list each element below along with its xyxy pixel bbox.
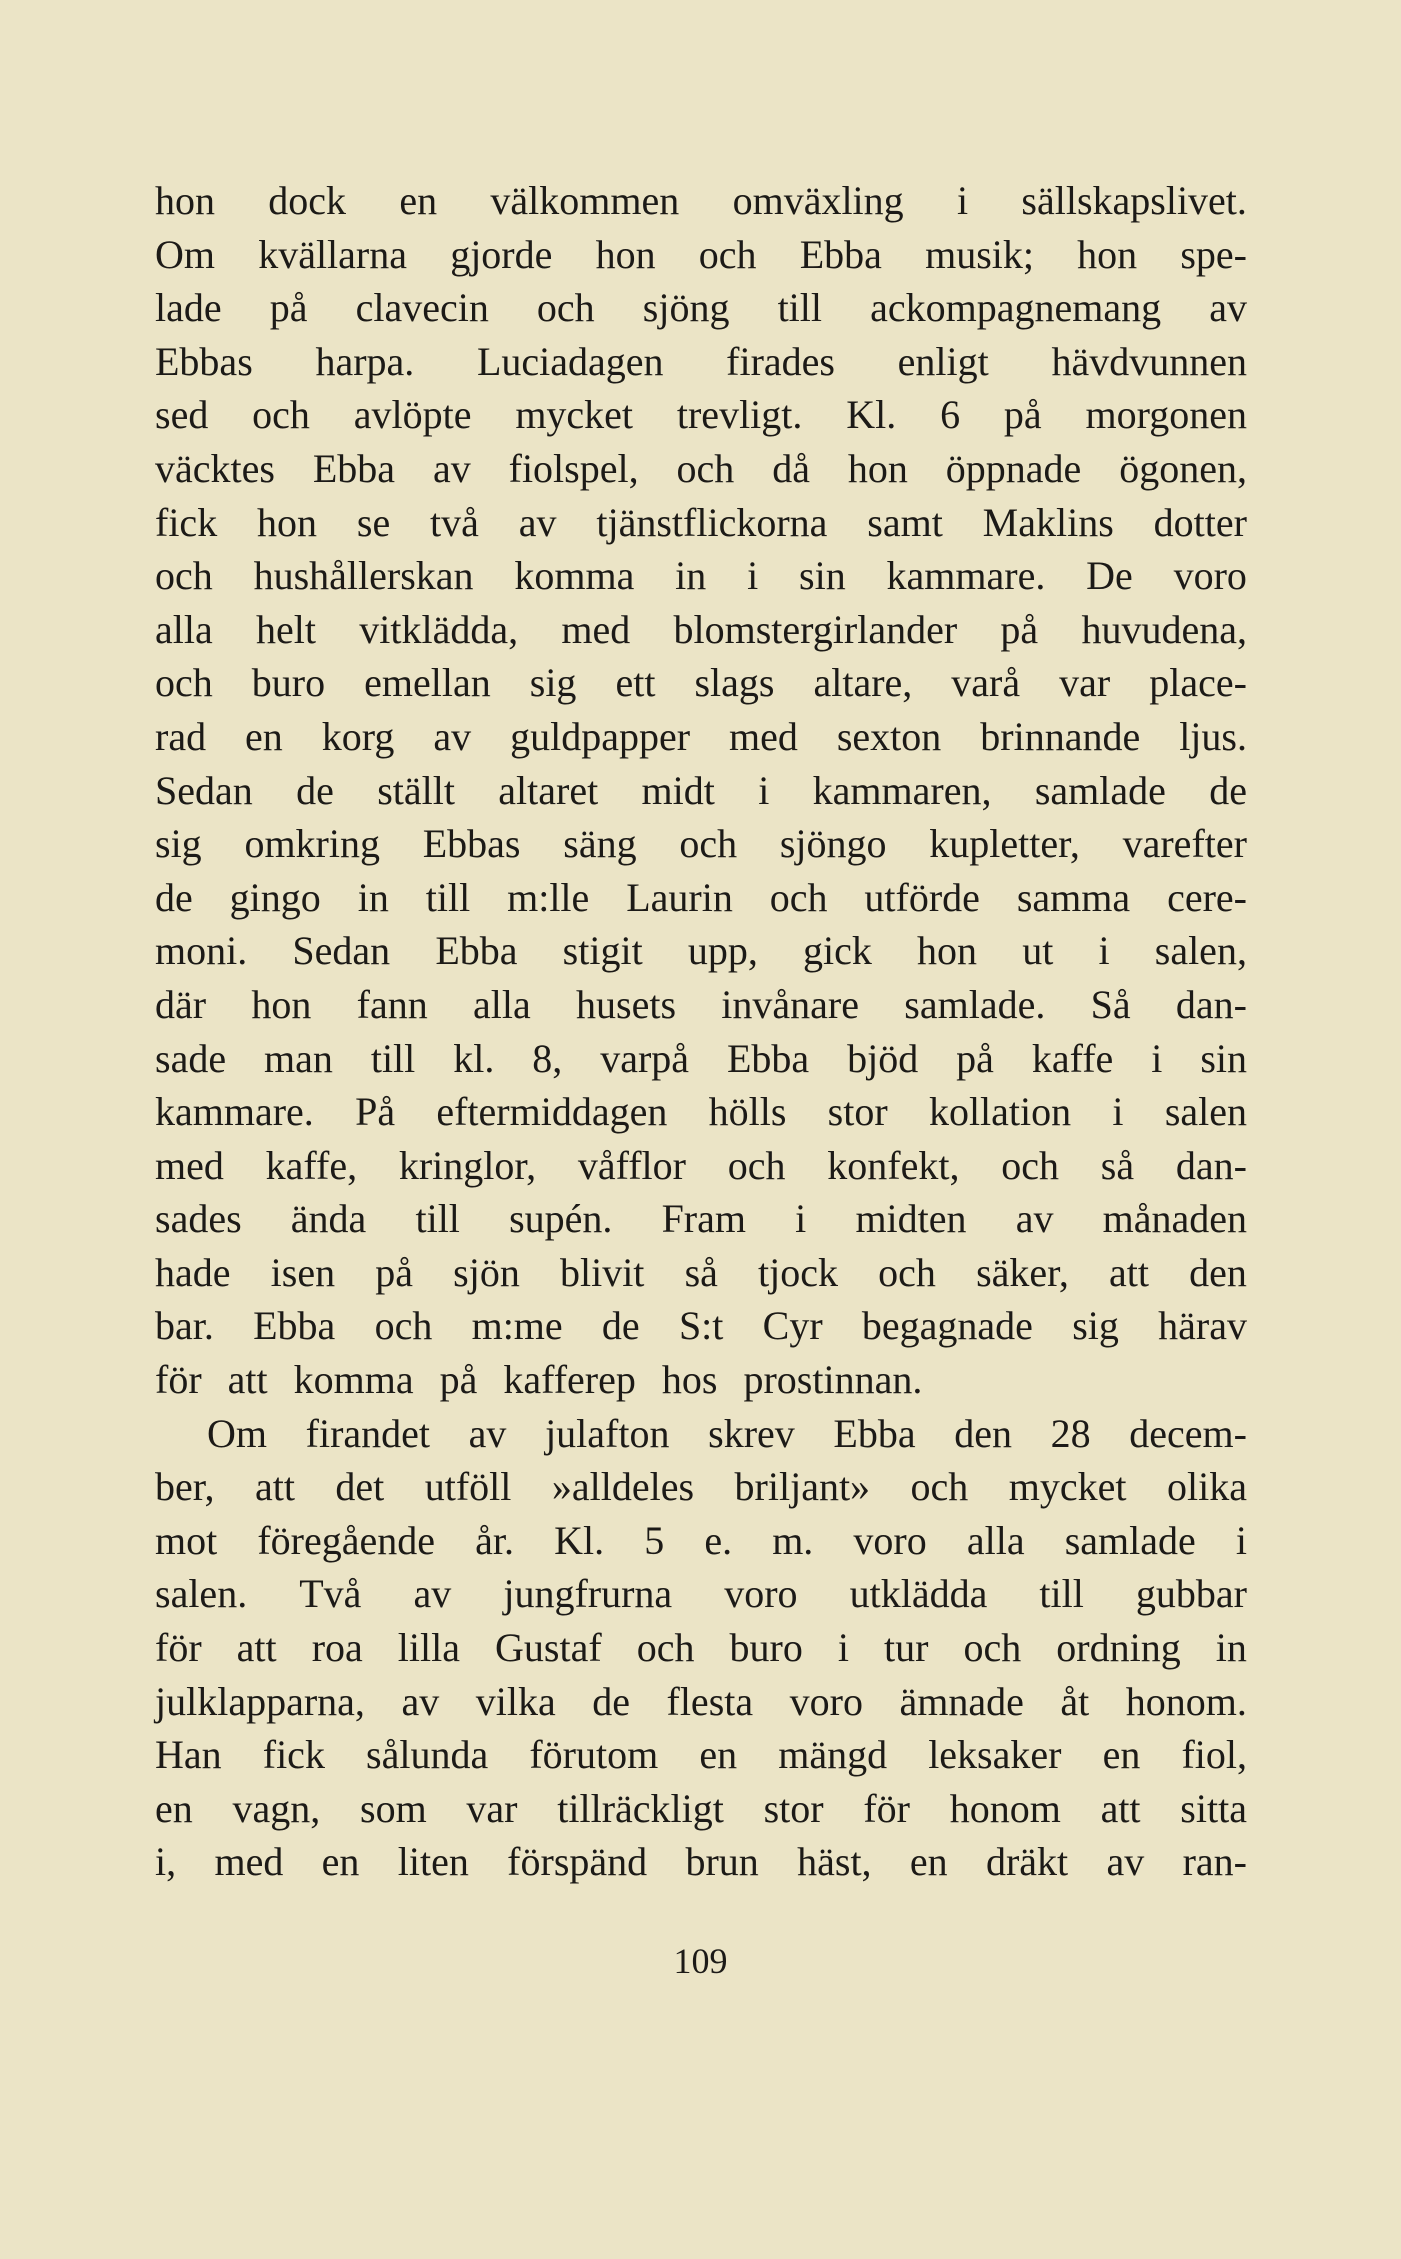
text-line: sades ända till supén. Fram i midten av månaden [155,1196,1247,1242]
text-line: rad en korg av guldpapper med sexton brinnande ljus. [155,713,1247,759]
text-line: med kaffe, kringlor, våfflor och konfekt, och så dan- [155,1142,1247,1188]
page-number: 109 [673,1941,728,1981]
text-line: mot föregående år. Kl. 5 e. m. voro alla samlade i [155,1517,1247,1563]
text-line: sed och avlöpte mycket trevligt. Kl. 6 på morgonen [155,392,1247,438]
text-line: Ebbas harpa. Luciadagen firades enligt hävdvunnen [155,338,1247,384]
text-line: Sedan de ställt altaret midt i kammaren, samlade de [155,767,1247,813]
text-line: bar. Ebba och m:me de S:t Cyr begagnade sig härav [155,1303,1247,1349]
text-line: för att roa lilla Gustaf och buro i tur och ordning in [155,1625,1247,1671]
text-line: i, med en liten förspänd brun häst, en dräkt av ran- [155,1839,1247,1885]
text-line: och buro emellan sig ett slags altare, varå var place- [155,660,1247,706]
body-text [155,174,1247,1889]
text-line: sade man till kl. 8, varpå Ebba bjöd på kaffe i sin [155,1035,1247,1081]
text-line: fick hon se två av tjänstflickorna samt Maklins dotter [155,499,1247,545]
text-line: alla helt vitklädda, med blomstergirlander på huvudena, [155,606,1247,652]
text-line: Han fick sålunda förutom en mängd leksaker en fiol, [155,1732,1247,1778]
text-line: väcktes Ebba av fiolspel, och då hon öppnade ögonen, [155,445,1247,491]
text-line: ber, att det utföll »alldeles briljant» och mycket olika [155,1464,1247,1510]
text-line: och hushållerskan komma in i sin kammare. De voro [155,553,1247,599]
text-line: sig omkring Ebbas säng och sjöngo kupletter, varefter [155,821,1247,867]
text-line: julklapparna, av vilka de flesta voro ämnade åt honom. [155,1678,1247,1724]
text-line: hon dock en välkommen omväxling i sällskapslivet. [155,178,1247,223]
text-line: kammare. På eftermiddagen hölls stor kollation i salen [155,1089,1247,1135]
text-line: där hon fann alla husets invånare samlade. Så dan- [155,981,1247,1027]
text-line: salen. Två av jungfrurna voro utklädda till gubbar [155,1571,1247,1617]
text-line: Om firandet av julafton skrev Ebba den 28 decem- [207,1410,1247,1456]
text-line: för att komma på kafferep hos prostinnan. [155,1357,923,1403]
text-line: lade på clavecin och sjöng till ackompagnemang av [155,285,1247,331]
text-line: hade isen på sjön blivit så tjock och säker, att den [155,1249,1247,1295]
text-line: en vagn, som var tillräckligt stor för honom att sitta [155,1785,1247,1831]
text-line: Om kvällarna gjorde hon och Ebba musik; hon spe- [155,231,1247,277]
text-line: moni. Sedan Ebba stigit upp, gick hon ut i salen, [155,928,1247,974]
text-line: de gingo in till m:lle Laurin och utförde samma cere- [155,874,1247,920]
